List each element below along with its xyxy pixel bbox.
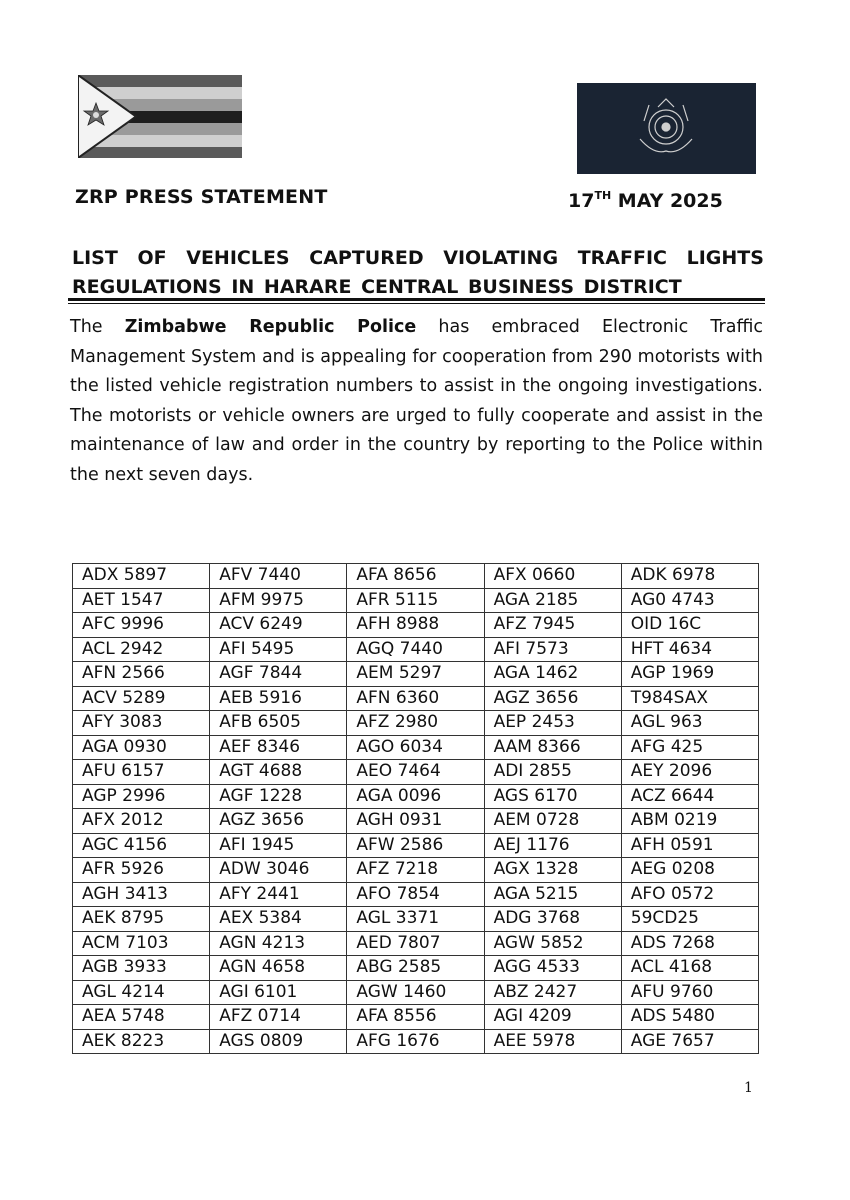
page-number: 1 [744,1080,753,1096]
vehicle-registration-cell: AGS 6170 [484,784,621,809]
vehicle-registration-cell: AFN 6360 [347,686,484,711]
vehicle-registration-cell: AGA 1462 [484,662,621,687]
title-word: LIGHTS [686,247,764,269]
vehicle-registration-cell: AGZ 3656 [210,809,347,834]
document-title [72,244,764,302]
vehicle-registration-cell: ADG 3768 [484,907,621,932]
vehicle-registration-cell: AGQ 7440 [347,637,484,662]
vehicle-registration-cell: AGB 3933 [73,956,210,981]
date-month-year: MAY 2025 [617,190,723,212]
vehicle-registration-cell: ADX 5897 [73,564,210,589]
table-row [73,833,759,858]
vehicle-registration-cell: AEX 5384 [210,907,347,932]
vehicle-registration-cell: AEF 8346 [210,735,347,760]
vehicle-registration-cell: AFZ 0714 [210,1005,347,1030]
table-row [73,956,759,981]
vehicle-registration-cell: AEA 5748 [73,1005,210,1030]
vehicle-registration-cell: AGE 7657 [621,1029,758,1054]
vehicle-registration-cell: AGH 3413 [73,882,210,907]
vehicle-registration-cell: AEO 7464 [347,760,484,785]
title-divider-thick [68,298,765,301]
vehicle-registration-cell: ACV 5289 [73,686,210,711]
title-line-2: REGULATIONS IN HARARE CENTRAL BUSINESS DISTRICT [72,276,682,298]
table-row [73,686,759,711]
table-row [73,662,759,687]
vehicle-registration-cell: AGO 6034 [347,735,484,760]
vehicle-registration-cell: AGZ 3656 [484,686,621,711]
vehicle-registration-cell: AFU 9760 [621,980,758,1005]
vehicle-registration-cell: AGS 0809 [210,1029,347,1054]
vehicle-registration-table [72,563,759,1054]
table-row [73,858,759,883]
title-word: VEHICLES [186,247,290,269]
vehicle-registration-cell: AFR 5115 [347,588,484,613]
vehicle-registration-cell: ACM 7103 [73,931,210,956]
title-word: VIOLATING [443,247,559,269]
date-day: 17 [568,190,595,212]
vehicle-registration-cell: AFH 8988 [347,613,484,638]
title-word: OF [137,247,167,269]
vehicle-registration-cell: AGX 1328 [484,858,621,883]
vehicle-registration-cell: AFX 0660 [484,564,621,589]
table-row [73,1005,759,1030]
vehicle-registration-cell: AFN 2566 [73,662,210,687]
table-row [73,637,759,662]
vehicle-registration-cell: AEP 2453 [484,711,621,736]
vehicle-registration-cell: AGT 4688 [210,760,347,785]
vehicle-registration-cell: ADS 5480 [621,1005,758,1030]
vehicle-registration-cell: AFI 5495 [210,637,347,662]
vehicle-registration-cell: AFV 7440 [210,564,347,589]
vehicle-registration-cell: AGG 4533 [484,956,621,981]
vehicle-registration-cell: AGA 2185 [484,588,621,613]
table-row [73,907,759,932]
intro-paragraph [70,313,763,490]
vehicle-registration-cell: AGW 1460 [347,980,484,1005]
vehicle-registration-cell: 59CD25 [621,907,758,932]
vehicle-registration-cell: AFC 9996 [73,613,210,638]
title-word: CAPTURED [309,247,424,269]
table-row [73,760,759,785]
table-row [73,613,759,638]
vehicle-registration-cell: ADK 6978 [621,564,758,589]
table-row [73,1029,759,1054]
org-name: Zimbabwe Republic Police [124,317,417,337]
vehicle-registration-cell: AEM 5297 [347,662,484,687]
vehicle-registration-cell: AGP 1969 [621,662,758,687]
table-row [73,564,759,589]
vehicle-registration-cell: ABM 0219 [621,809,758,834]
vehicle-registration-cell: AFI 7573 [484,637,621,662]
vehicle-registration-cell: AGP 2996 [73,784,210,809]
vehicle-registration-cell: AET 1547 [73,588,210,613]
zimbabwe-flag-icon [78,75,242,158]
vehicle-registration-cell: AEK 8795 [73,907,210,932]
vehicle-registration-cell: ABZ 2427 [484,980,621,1005]
vehicle-registration-cell: AFU 6157 [73,760,210,785]
vehicle-registration-cell: AGA 0930 [73,735,210,760]
vehicle-registration-cell: ADI 2855 [484,760,621,785]
vehicle-registration-cell: AGL 963 [621,711,758,736]
intro-prefix: The [70,317,103,337]
vehicle-registration-cell: AGW 5852 [484,931,621,956]
vehicle-registration-cell: AFY 3083 [73,711,210,736]
vehicle-registration-cell: AEG 0208 [621,858,758,883]
table-row [73,882,759,907]
vehicle-registration-cell: AFI 1945 [210,833,347,858]
table-row [73,784,759,809]
date-suffix: TH [594,189,612,202]
vehicle-registration-cell: AFM 9975 [210,588,347,613]
vehicle-registration-cell: AFW 2586 [347,833,484,858]
vehicle-registration-cell: AFY 2441 [210,882,347,907]
vehicle-registration-cell: AFZ 7218 [347,858,484,883]
title-word: LIST [72,247,118,269]
vehicle-registration-cell: AGL 4214 [73,980,210,1005]
vehicle-registration-cell: AFZ 7945 [484,613,621,638]
vehicle-registration-cell: AEM 0728 [484,809,621,834]
vehicle-registration-cell: ACZ 6644 [621,784,758,809]
vehicle-registration-cell: AEY 2096 [621,760,758,785]
vehicle-registration-cell: AFR 5926 [73,858,210,883]
statement-date [568,190,723,212]
vehicle-registration-cell: AFG 1676 [347,1029,484,1054]
vehicle-registration-cell: AGF 1228 [210,784,347,809]
vehicle-registration-cell: AGH 0931 [347,809,484,834]
vehicle-registration-cell: AGC 4156 [73,833,210,858]
vehicle-registration-cell: AGN 4213 [210,931,347,956]
vehicle-registration-cell: AFG 425 [621,735,758,760]
table-row [73,931,759,956]
table-row [73,735,759,760]
vehicle-registration-cell: AFH 0591 [621,833,758,858]
vehicle-registration-cell: AFX 2012 [73,809,210,834]
intro-body: has embraced Electronic Traffic Management System and is appealing for cooperation from 290 motorists with the listed vehicle registration numbers to assist in the ongoing investigations. The motorists or vehicle owners are urged to fully cooperate and assist in the maintenance of law and order in the country by reporting to the Police within the next seven days. [70,317,763,485]
vehicle-registration-cell: ADS 7268 [621,931,758,956]
title-word: TRAFFIC [577,247,667,269]
vehicle-registration-cell: AGI 4209 [484,1005,621,1030]
vehicle-registration-cell: AFO 7854 [347,882,484,907]
table-row [73,588,759,613]
vehicle-registration-cell: AFZ 2980 [347,711,484,736]
vehicle-registration-cell: ACL 4168 [621,956,758,981]
table-row [73,809,759,834]
vehicle-registration-cell: ACV 6249 [210,613,347,638]
vehicle-registration-cell: AGN 4658 [210,956,347,981]
vehicle-registration-cell: AGA 0096 [347,784,484,809]
vehicle-registration-cell: AEJ 1176 [484,833,621,858]
vehicle-registration-cell: AGA 5215 [484,882,621,907]
title-line-1 [72,244,764,273]
table-row [73,711,759,736]
vehicle-registration-cell: AEE 5978 [484,1029,621,1054]
vehicle-registration-cell: ABG 2585 [347,956,484,981]
vehicle-registration-cell: AED 7807 [347,931,484,956]
zrp-flag-icon [577,83,756,174]
vehicle-registration-cell: T984SAX [621,686,758,711]
vehicle-registration-cell: AGI 6101 [210,980,347,1005]
vehicle-registration-cell: ADW 3046 [210,858,347,883]
vehicle-registration-cell: AG0 4743 [621,588,758,613]
vehicle-registration-cell: AFO 0572 [621,882,758,907]
vehicle-registration-cell: AAM 8366 [484,735,621,760]
vehicle-registration-cell: AGL 3371 [347,907,484,932]
vehicle-registration-cell: HFT 4634 [621,637,758,662]
title-divider-thin [68,303,765,304]
vehicle-registration-cell: AEK 8223 [73,1029,210,1054]
vehicle-registration-cell: OID 16C [621,613,758,638]
vehicle-registration-cell: AFA 8556 [347,1005,484,1030]
vehicle-registration-cell: ACL 2942 [73,637,210,662]
vehicle-registration-cell: AFA 8656 [347,564,484,589]
vehicle-registration-cell: AGF 7844 [210,662,347,687]
press-statement-label: ZRP PRESS STATEMENT [75,186,328,208]
vehicle-registration-cell: AFB 6505 [210,711,347,736]
table-row [73,980,759,1005]
vehicle-registration-cell: AEB 5916 [210,686,347,711]
